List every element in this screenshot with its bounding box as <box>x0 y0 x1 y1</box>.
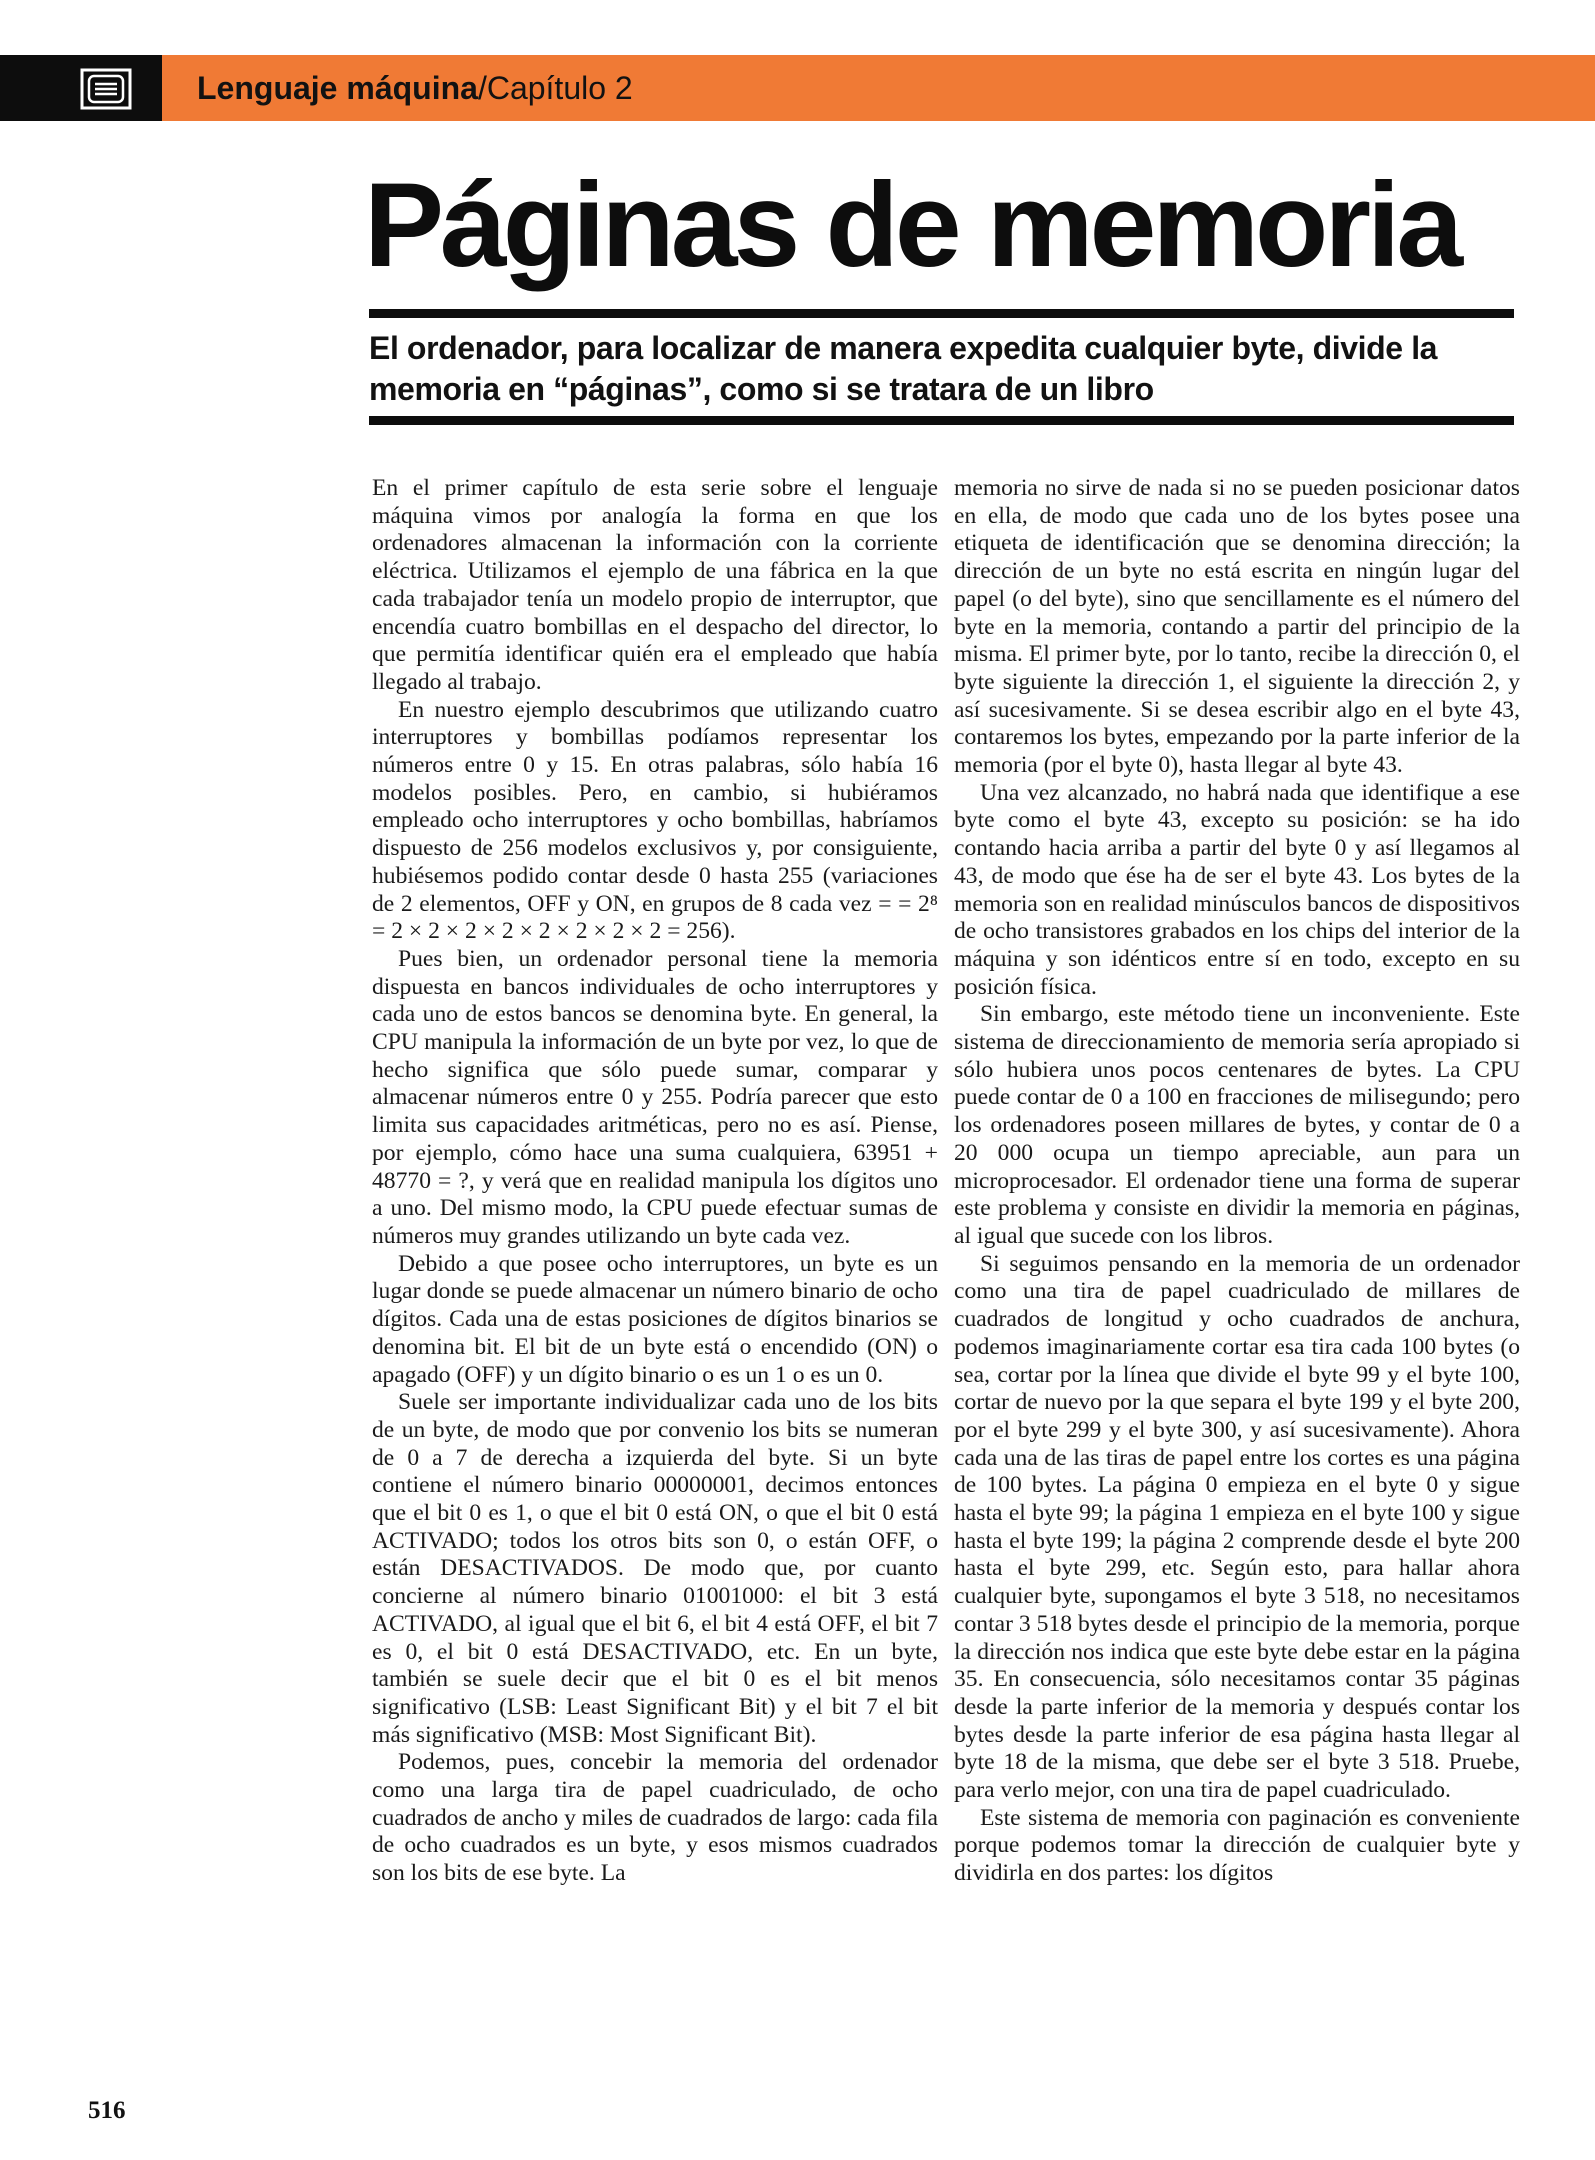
body-column-right <box>954 475 1520 1888</box>
paragraph: memoria no sirve de nada si no se pueden posicionar datos en ella, de modo que cada uno de los bytes posee una etiqueta de identificación que se denomina dirección; la dirección de un byte no está escrita en ningún lugar del papel (o del byte), sino que sencillamente es el número del byte en la memoria, contando a partir del principio de la misma. El primer byte, por lo tanto, recibe la dirección 0, el byte siguiente la dirección 1, el siguiente la dirección 2, y así sucesivamente. Si se desea escribir algo en el byte 43, contaremos los bytes, empezando por la parte inferior de la memoria (por el byte 0), hasta llegar al byte 43. <box>954 475 1520 779</box>
paragraph: Sin embargo, este método tiene un inconveniente. Este sistema de direccionamiento de memoria sería apropiado si sólo hubiera unos pocos centenares de bytes. La CPU puede contar de 0 a 100 en fracciones de milisegundo; pero los ordenadores poseen millares de bytes, y contar de 0 a 20 000 ocupa un tiempo apreciable, aun para un microprocesador. El ordenador tiene una forma de superar este problema y consiste en dividir la memoria en páginas, al igual que sucede con los libros. <box>954 1001 1520 1249</box>
page-number: 516 <box>88 2097 126 2124</box>
paragraph: Debido a que posee ocho interruptores, un byte es un lugar donde se puede almacenar un número binario de ocho dígitos. Cada una de estas posiciones de dígitos binarios se denomina bit. El bit de un byte está o encendido (ON) o apagado (OFF) y un dígito binario o es un 1 o es un 0. <box>372 1250 938 1388</box>
paragraph: Podemos, pues, concebir la memoria del ordenador como una larga tira de papel cuadriculado, de ocho cuadrados de ancho y miles de cuadrados de largo: cada fila de ocho cuadrados es un byte, y esos mismos cuadrados son los bits de ese byte. La <box>372 1749 938 1887</box>
paragraph: Pues bien, un ordenador personal tiene la memoria dispuesta en bancos individuales de ocho interruptores y cada uno de estos bancos se denomina byte. En general, la CPU manipula la información de un byte por vez, lo que de hecho significa que sólo puede sumar, comparar y almacenar números entre 0 y 255. Podría parecer que esto limita sus capacidades aritméticas, pero no es así. Piense, por ejemplo, cómo hace una suma cualquiera, 63951 + 48770 = ?, y verá que en realidad manipula los dígitos uno a uno. Del mismo modo, la CPU puede efectuar sumas de números muy grandes utilizando un byte cada vez. <box>372 945 938 1249</box>
paragraph: En el primer capítulo de esta serie sobre el lenguaje máquina vimos por analogía la forma en que los ordenadores almacenan la información con la corriente eléctrica. Utilizamos el ejemplo de una fábrica en la que cada trabajador tenía un modelo propio de interruptor, que encendía cuatro bombillas en el despacho del director, lo que permitía identificar quién era el empleado que había llegado al trabajo. <box>372 475 938 695</box>
section-header <box>197 66 633 110</box>
paragraph: Si seguimos pensando en la memoria de un ordenador como una tira de papel cuadriculado de millares de cuadrados de longitud y ocho cuadrados de anchura, podemos imaginariamente cortar esa tira cada 100 bytes (o sea, cortar por la línea que divide el byte 99 y el byte 100, cortar de nuevo por la que separa el byte 199 y el byte 200, por el byte 299 y el byte 300, y así sucesivamente). Ahora cada una de las tiras de papel entre los cortes es una página de 100 bytes. La página 0 empieza en el byte 0 y sigue hasta el byte 99; la página 1 empieza en el byte 100 y sigue hasta el byte 199; la página 2 comprende desde el byte 200 hasta el byte 299, etc. Según esto, para hallar ahora cualquier byte, supongamos el byte 3 518, no necesitamos contar 3 518 bytes desde el principio de la memoria, porque la dirección nos indica que este byte debe estar en la página 35. En consecuencia, sólo necesitamos contar 35 páginas desde la parte inferior de la memoria y después contar los bytes desde la parte inferior de esa página hasta llegar al byte 18 de la misma, que debe ser el byte 3 518. Pruebe, para verlo mejor, con una tira de papel cuadriculado. <box>954 1250 1520 1804</box>
chapter-label: /Capítulo 2 <box>477 70 633 106</box>
paragraph: Una vez alcanzado, no habrá nada que identifique a ese byte como el byte 43, excepto su posición: se ha ido contando hacia arriba a partir del byte 0 y así llegamos al 43, de modo que ése ha de ser el byte 43. Los bytes de la memoria son en realidad minúsculos bancos de dispositivos de ocho transistores grabados en los chips del interior de la máquina y son idénticos entre sí en todo, excepto en su posición física. <box>954 779 1520 1000</box>
body-column-left <box>372 475 938 1888</box>
subtitle-top-rule <box>369 309 1514 318</box>
subtitle: El ordenador, para localizar de manera expedita cualquier byte, divide la memoria en “páginas”, como si se tratara de un libro <box>369 330 1438 407</box>
computer-chip-icon <box>80 68 132 110</box>
page-title: Páginas de memoria <box>364 158 1460 292</box>
paragraph: En nuestro ejemplo descubrimos que utilizando cuatro interruptores y bombillas podíamos representar los números entre 0 y 15. En otras palabras, sólo había 16 modelos posibles. Pero, en cambio, si hubiéramos empleado ocho interruptores y ocho bombillas, habríamos dispuesto de 256 modelos exclusivos y, por consiguiente, hubiésemos podido contar desde 0 hasta 255 (variaciones de 2 elementos, OFF y ON, en grupos de 8 cada vez = = 2⁸ = 2 × 2 × 2 × 2 × 2 × 2 × 2 × 2 = 256). <box>372 696 938 945</box>
subtitle-bottom-rule <box>369 416 1514 425</box>
paragraph: Suele ser importante individualizar cada uno de los bits de un byte, de modo que por convenio los bits se numeran de 0 a 7 de derecha a izquierda del byte. Si un byte contiene el número binario 00000001, decimos entonces que el bit 0 es 1, o que el bit 0 está ON, o que el bit 0 está ACTIVADO; todos los otros bits son 0, o están OFF, o están DESACTIVADOS. De modo que, por cuanto concierne al número binario 01001000: el bit 3 está ACTIVADO, al igual que el bit 6, el bit 4 está OFF, el bit 7 es 0, el bit 0 está DESACTIVADO, etc. En un byte, también se suele decir que el bit 0 es el bit menos significativo (LSB: Least Significant Bit) y el bit 7 el bit más significativo (MSB: Most Significant Bit). <box>372 1389 938 1748</box>
paragraph: Este sistema de memoria con paginación es conveniente porque podemos tomar la dirección de cualquier byte y dividirla en dos partes: los dígitos <box>954 1804 1520 1887</box>
section-name: Lenguaje máquina <box>197 70 478 106</box>
